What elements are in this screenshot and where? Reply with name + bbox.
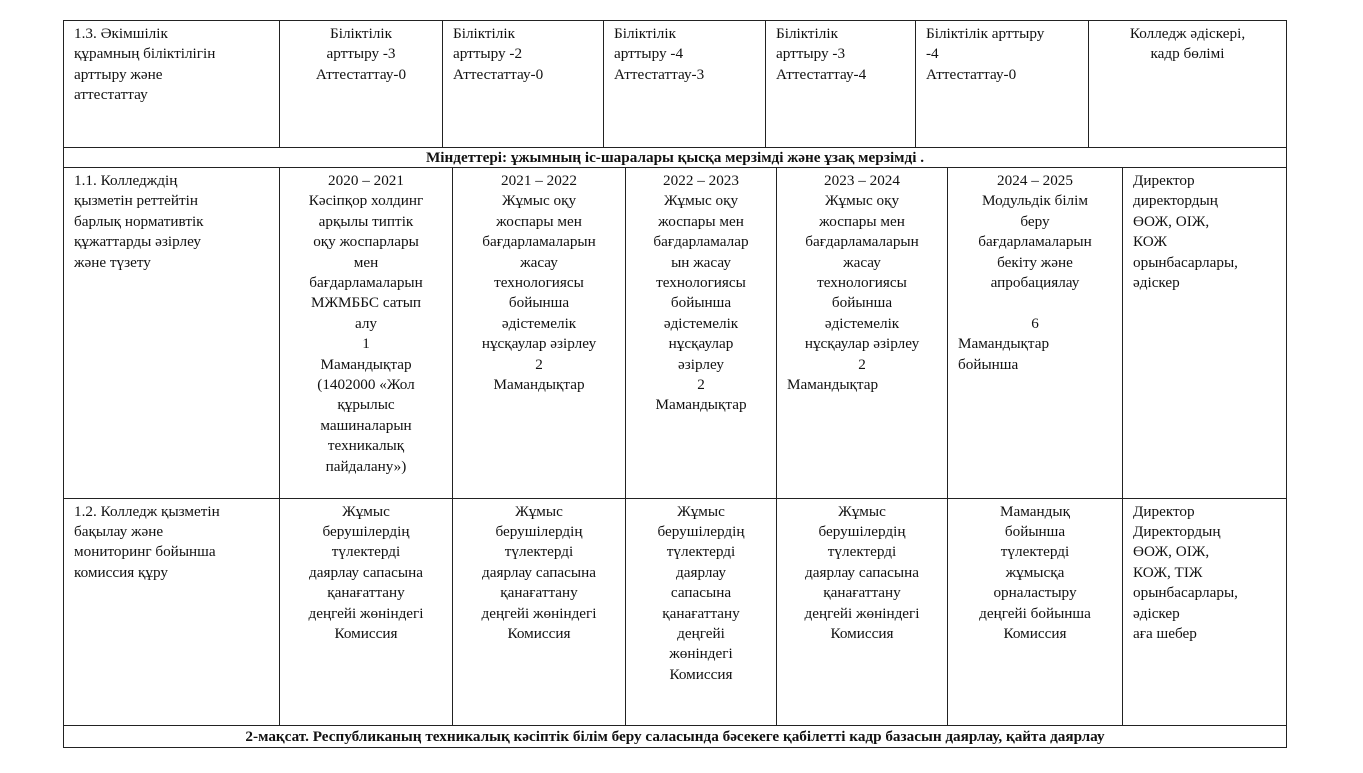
task-cell: 1.2. Колледж қызметін бақылау және мониторинг бойынша комиссия құру (64, 498, 280, 725)
responsible-cell: Директор Директордың ӨОЖ, ОІЖ, КОЖ, ТІЖ орынбасарлары, әдіскер аға шебер (1123, 498, 1287, 725)
plan-cell: Біліктілік арттыру -3 Аттестаттау-4 (766, 21, 916, 148)
goal-2-header: 2-мақсат. Республиканың техникалық кәсіптік білім беру саласында бәсекеге қабілетті кадр базасын даярлау, қайта даярлау (64, 725, 1287, 747)
section-header: Міндеттері: ұжымның іс-шаралары қысқа мерзімді және ұзақ мерзімді . (64, 148, 1287, 168)
plan-cell: Мамандық бойынша түлектерді жұмысқа орналастыру деңгейі бойынша Комиссия (948, 498, 1123, 725)
plan-cell-tail: Мамандықтар (787, 376, 879, 394)
plan-cell: Жұмыс берушілердің түлектерді даярлау сапасына қанағаттану деңгейі жөніндегі Комиссия (453, 498, 626, 725)
plan-document (63, 20, 1286, 748)
plan-cell: Біліктілік арттыру -4 Аттестаттау-0 (916, 21, 1089, 148)
responsible-cell: Директор директордың ӨОЖ, ОІЖ, КОЖ орынбасарлары, әдіскер (1123, 168, 1287, 498)
plan-cell: Жұмыс берушілердің түлектерді даярлау сапасына қанағаттану деңгейі жөніндегі Комиссия (626, 498, 777, 725)
plan-cell: Біліктілік арттыру -4 Аттестаттау-3 (604, 21, 766, 148)
table-rows-1-1-1-2 (63, 168, 1287, 748)
plan-cell: Жұмыс берушілердің түлектерді даярлау сапасына қанағаттану деңгейі жөніндегі Комиссия (777, 498, 948, 725)
plan-cell (948, 168, 1123, 498)
plan-cell: Біліктілік арттыру -2 Аттестаттау-0 (443, 21, 604, 148)
responsible-cell: Колледж әдіскері, кадр бөлімі (1089, 21, 1287, 148)
plan-cell-text: 2024 – 2025 Модульдік білім беру бағдарламаларын бекіту және апробациялау 6 (978, 172, 1092, 332)
plan-cell: 2021 – 2022 Жұмыс оқу жоспары мен бағдарламаларын жасау технологиясы бойынша әдістемелік нұсқаулар әзірлеу 2 Мамандықтар (453, 168, 626, 498)
plan-cell: Жұмыс берушілердің түлектерді даярлау сапасына қанағаттану деңгейі жөніндегі Комиссия (280, 498, 453, 725)
plan-cell: 2020 – 2021 Кәсіпқор холдинг арқылы типтік оқу жоспарлары мен бағдарламаларын МЖМББС сатып алу 1 Мамандықтар (1402000 «Жол құрылыс машиналарын техникалық пайдалану») (280, 168, 453, 498)
task-cell: 1.3. Әкімшілік құрамның біліктілігін арттыру және аттестаттау (64, 21, 280, 148)
plan-cell-tail: Мамандықтар бойынша (958, 335, 1050, 373)
plan-cell-text: 2023 – 2024 Жұмыс оқу жоспары мен бағдарламаларын жасау технологиясы бойынша әдістемелік нұсқаулар әзірлеу 2 (804, 172, 920, 373)
task-cell: 1.1. Колледждің қызметін реттейтін барлық нормативтік құжаттарды әзірлеу және түзету (64, 168, 280, 498)
plan-cell (777, 168, 948, 498)
table-row-1-3 (63, 20, 1287, 168)
plan-cell: 2022 – 2023 Жұмыс оқу жоспары мен бағдарламалар ын жасау технологиясы бойынша әдістемелік нұсқаулар әзірлеу 2 Мамандықтар (626, 168, 777, 498)
plan-cell: Біліктілік арттыру -3 Аттестаттау-0 (280, 21, 443, 148)
